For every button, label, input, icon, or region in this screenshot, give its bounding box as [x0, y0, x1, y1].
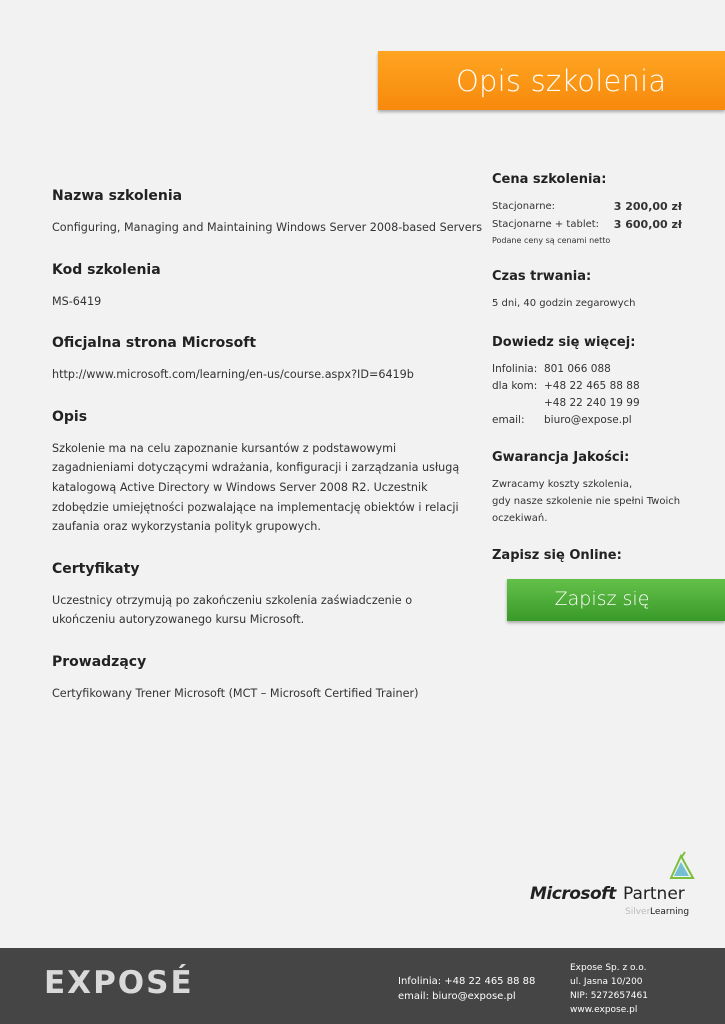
- company-address: ul. Jasna 10/200: [570, 977, 643, 987]
- price-value: 3 200,00 zł: [613, 200, 682, 213]
- contact-mobile-2: [492, 395, 692, 412]
- footer: [0, 948, 725, 1024]
- partner-word: Partner: [623, 884, 685, 904]
- guarantee-line: oczekiwań.: [492, 513, 548, 524]
- contact-value: 801 066 088: [544, 363, 611, 375]
- company-name: Expose Sp. z o.o.: [570, 963, 647, 973]
- course-code-heading: Kod szkolenia: [52, 261, 161, 278]
- signup-heading: Zapisz się Online:: [492, 548, 622, 563]
- contact-heading: Dowiedz się więcej:: [492, 335, 636, 350]
- microsoft-partner-logo: [530, 850, 695, 922]
- signup-button-label: Zapisz się: [554, 588, 650, 610]
- price-row-tablet: [492, 216, 692, 234]
- expose-logo: EXPOSÉ: [44, 965, 194, 1001]
- ms-site-heading: Oficjalna strona Microsoft: [52, 335, 257, 352]
- course-code-text: MS-6419: [52, 294, 102, 308]
- duration-text: 5 dni, 40 godzin zegarowych: [492, 298, 636, 309]
- contact-email: [492, 412, 692, 429]
- contact-email-link[interactable]: biuro@expose.pl: [544, 414, 632, 426]
- contact-label: email:: [492, 414, 525, 426]
- company-nip: NIP: 5272657461: [570, 991, 648, 1001]
- contact-value: +48 22 465 88 88: [544, 380, 640, 392]
- contact-label: dla kom:: [492, 380, 538, 392]
- microsoft-wordmark: Microsoft: [530, 884, 616, 904]
- footer-company: [570, 961, 648, 1017]
- sidebar: [492, 171, 692, 565]
- price-heading: Cena szkolenia:: [492, 172, 607, 187]
- description-text: Szkolenie ma na celu zapoznanie kursantów z podstawowymi zagadnieniami dotyczącymi wdrażania, konfiguracji i zarządzania usługą katalogową Active Directory w Windows Server 2008 R2. Uczestnik zdobędzie umiejętności pozwalające na implementację obiektów i relacji zaufania oraz wykorzystania polityk grupowych.: [52, 441, 460, 534]
- price-label: Stacjonarne + tablet:: [492, 219, 600, 230]
- guarantee-line: gdy nasze szkolenie nie spełni Twoich: [492, 496, 681, 507]
- contact-infolinia: [492, 361, 692, 378]
- silver-word: Silver: [625, 907, 651, 917]
- learning-word: Learning: [650, 907, 690, 917]
- trainer-heading: Prowadzący: [52, 653, 147, 670]
- signup-button[interactable]: [507, 579, 725, 621]
- description-heading: Opis: [52, 408, 88, 425]
- course-details: [52, 186, 483, 726]
- partner-emblem-icon: [665, 850, 697, 882]
- ms-site-link[interactable]: http://www.microsoft.com/learning/en-us/course.aspx?ID=6419b: [52, 368, 414, 382]
- guarantee-line: Zwracamy koszty szkolenia,: [492, 479, 633, 490]
- guarantee-heading: Gwarancja Jakości:: [492, 450, 630, 465]
- price-row-stationary: [492, 198, 692, 216]
- footer-infolinia: Infolinia: +48 22 465 88 88: [398, 976, 536, 987]
- page-title: Opis szkolenia: [456, 64, 667, 98]
- contact-value: +48 22 240 19 99: [544, 397, 640, 409]
- course-name-heading: Nazwa szkolenia: [52, 188, 183, 204]
- contact-label: Infolinia:: [492, 363, 538, 375]
- price-label: Stacjonarne:: [492, 201, 556, 212]
- certificates-text: Uczestnicy otrzymują po zakończeniu szkolenia zaświadczenie o ukończeniu autoryzowanego kursu Microsoft.: [52, 593, 413, 627]
- duration-heading: Czas trwania:: [492, 269, 592, 284]
- contact-mobile: [492, 378, 692, 395]
- price-note: Podane ceny są cenami netto: [492, 236, 611, 245]
- trainer-text: Certyfikowany Trener Microsoft (MCT – Microsoft Certified Trainer): [52, 686, 419, 700]
- footer-contact: [398, 974, 535, 1004]
- course-name-text: Configuring, Managing and Maintaining Windows Server 2008-based Servers: [52, 221, 483, 234]
- certificates-heading: Certyfikaty: [52, 560, 140, 577]
- company-www[interactable]: www.expose.pl: [570, 1005, 638, 1015]
- price-value: 3 600,00 zł: [613, 218, 682, 231]
- footer-email[interactable]: email: biuro@expose.pl: [398, 991, 516, 1002]
